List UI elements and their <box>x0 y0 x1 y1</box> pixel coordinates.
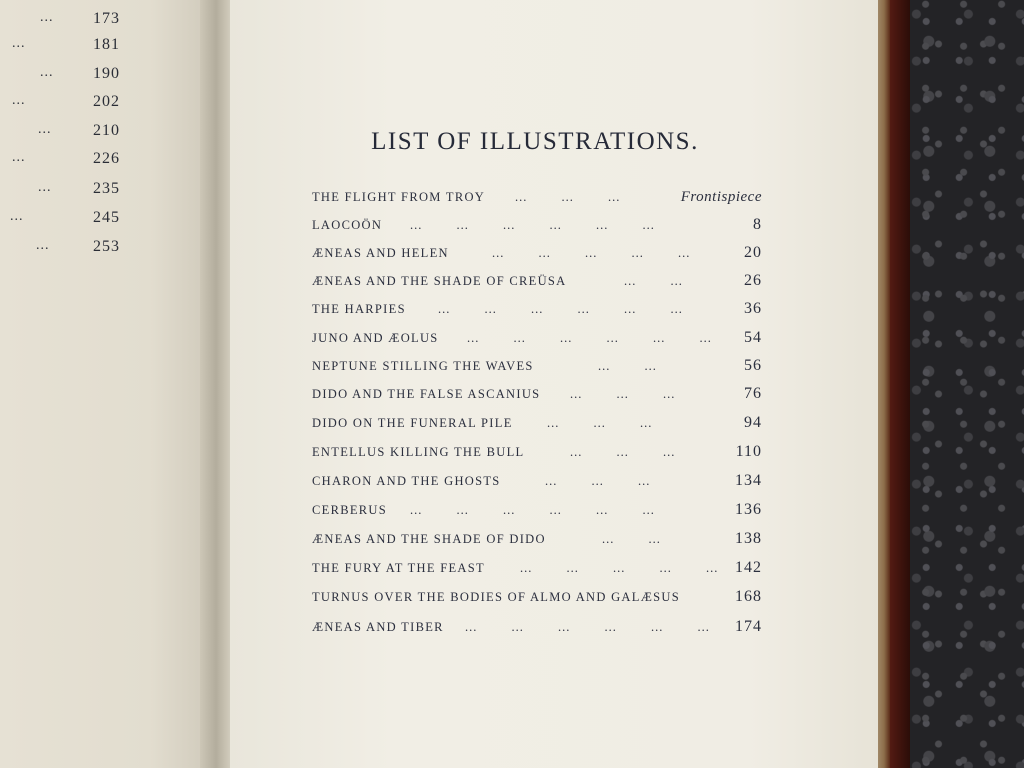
leader-dots: ... ... ... ... ... ... <box>410 503 655 517</box>
page-reference: 94 <box>744 414 762 431</box>
illustration-entry <box>312 357 762 379</box>
page-number: 173 <box>93 10 120 27</box>
illustration-title: JUNO AND ÆOLUS <box>312 331 439 345</box>
leader-dots: ... ... <box>598 359 657 373</box>
left-page <box>0 0 215 768</box>
illustration-title: LAOCOÖN <box>312 218 383 232</box>
page-number: 245 <box>93 209 120 226</box>
leader-dots: ... ... ... ... ... <box>492 246 691 260</box>
left-index-row <box>0 36 130 56</box>
page-title: LIST OF ILLUSTRATIONS. <box>371 128 699 155</box>
illustration-entry <box>312 588 762 610</box>
illustration-entry <box>312 530 762 552</box>
leader-dots: ... ... ... <box>545 474 651 488</box>
leader-dots: ... ... ... <box>570 445 676 459</box>
page-number: 235 <box>93 180 120 197</box>
page-reference: 168 <box>735 588 762 605</box>
illustration-entry <box>312 501 762 523</box>
illustration-entry <box>312 300 762 322</box>
illustration-entry <box>312 188 762 210</box>
illustration-entry <box>312 443 762 465</box>
illustration-entry <box>312 559 762 581</box>
page-number: 253 <box>93 238 120 255</box>
page-number: 202 <box>93 93 120 110</box>
page-reference: 56 <box>744 357 762 374</box>
illustration-title: NEPTUNE STILLING THE WAVES <box>312 359 534 373</box>
left-index-row <box>0 10 130 30</box>
page-number: 181 <box>93 36 120 53</box>
illustration-title: ENTELLUS KILLING THE BULL <box>312 445 525 459</box>
leader-dots: ... ... ... ... ... ... <box>410 218 655 232</box>
leader-dots: ... ... ... ... ... <box>520 561 719 575</box>
illustration-title: THE FLIGHT FROM TROY <box>312 190 486 204</box>
page-reference: 110 <box>735 443 762 460</box>
leader-dots: ... ... ... <box>547 416 653 430</box>
illustration-title: ÆNEAS AND HELEN <box>312 246 449 260</box>
illustration-title: DIDO ON THE FUNERAL PILE <box>312 416 513 430</box>
illustration-entry <box>312 329 762 351</box>
illustration-title: ÆNEAS AND THE SHADE OF CREÜSA <box>312 274 567 288</box>
leader-dots: ... <box>12 36 26 51</box>
illustration-title: CHARON AND THE GHOSTS <box>312 474 501 488</box>
left-index-row <box>0 150 130 170</box>
left-index-row <box>0 122 130 142</box>
leader-dots: ... ... ... ... ... ... <box>467 331 712 345</box>
leader-dots: ... ... <box>602 532 661 546</box>
page-number: 210 <box>93 122 120 139</box>
page-reference: 36 <box>744 300 762 317</box>
illustration-entry <box>312 272 762 294</box>
illustration-entry <box>312 244 762 266</box>
illustration-title: DIDO AND THE FALSE ASCANIUS <box>312 387 541 401</box>
left-index-row <box>0 180 130 200</box>
illustration-entry <box>312 618 762 640</box>
page-reference: 142 <box>735 559 762 576</box>
page-reference: 174 <box>735 618 762 635</box>
page-reference: 8 <box>753 216 762 233</box>
left-index-row <box>0 93 130 113</box>
leader-dots: ... <box>40 10 54 25</box>
illustration-title: THE HARPIES <box>312 302 406 316</box>
page-reference: Frontispiece <box>680 189 762 205</box>
illustration-entry <box>312 385 762 407</box>
leader-dots: ... ... ... ... ... ... <box>465 620 710 634</box>
left-index-row <box>0 209 130 229</box>
page-number: 226 <box>93 150 120 167</box>
illustration-title: THE FURY AT THE FEAST <box>312 561 485 575</box>
illustration-title: ÆNEAS AND THE SHADE OF DIDO <box>312 532 546 546</box>
leader-dots: ... ... ... ... ... ... <box>438 302 683 316</box>
right-page <box>230 0 878 768</box>
illustration-title: CERBERUS <box>312 503 387 517</box>
page-reference: 54 <box>744 329 762 346</box>
leader-dots: ... <box>10 209 24 224</box>
illustration-entry <box>312 216 762 238</box>
leader-dots: ... ... <box>624 274 683 288</box>
leader-dots: ... <box>36 238 50 253</box>
left-index-row <box>0 238 130 258</box>
left-index-row <box>0 65 130 85</box>
leader-dots: ... <box>40 65 54 80</box>
page-number: 190 <box>93 65 120 82</box>
page-reference: 136 <box>735 501 762 518</box>
illustration-title: TURNUS OVER THE BODIES OF ALMO AND GALÆSUS <box>312 590 680 604</box>
illustration-entry <box>312 472 762 494</box>
page-reference: 20 <box>744 244 762 261</box>
leader-dots: ... <box>12 93 26 108</box>
leader-dots: ... ... ... <box>515 190 621 204</box>
illustration-entry <box>312 414 762 436</box>
leader-dots: ... ... ... <box>570 387 676 401</box>
illustration-title: ÆNEAS AND TIBER <box>312 620 444 634</box>
leader-dots: ... <box>38 122 52 137</box>
page-reference: 26 <box>744 272 762 289</box>
leader-dots: ... <box>38 180 52 195</box>
page-reference: 138 <box>735 530 762 547</box>
leader-dots: ... <box>12 150 26 165</box>
page-reference: 134 <box>735 472 762 489</box>
page-reference: 76 <box>744 385 762 402</box>
